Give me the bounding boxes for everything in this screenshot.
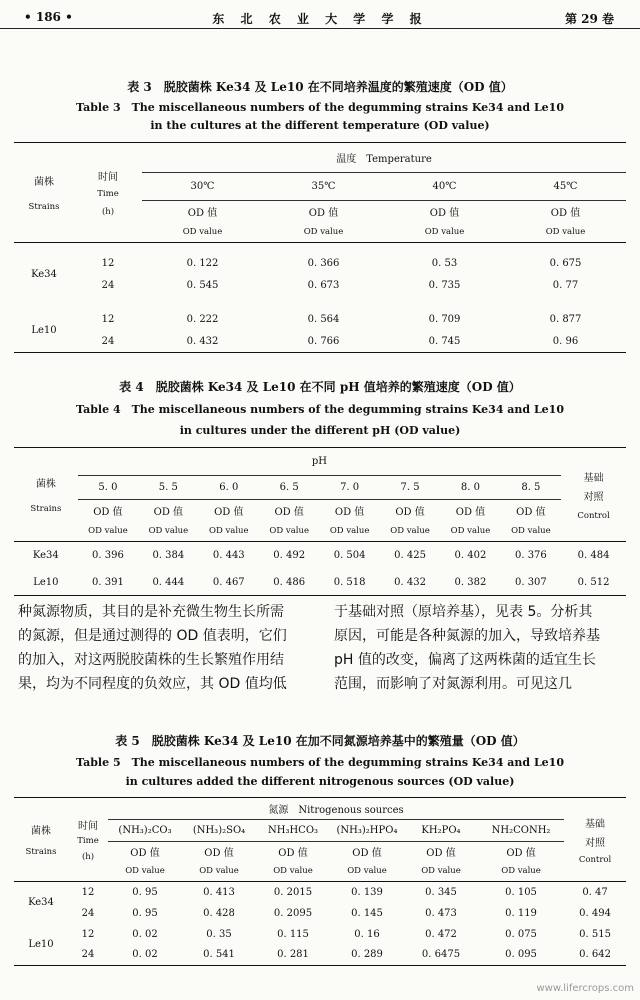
table4-ph-2: 6. 0	[199, 476, 259, 500]
table4-title-zh: 表 4 脱胶菌株 Ke34 及 Le10 在不同 pH 值培养的繁殖速度（OD 值）	[119, 380, 521, 394]
table4-od-zh: OD 值	[516, 507, 546, 519]
table4-cell: 0. 443	[212, 550, 245, 562]
table3-cell: 0. 673	[307, 280, 340, 291]
table3-cell: 0. 432	[142, 331, 263, 353]
table4-ph-6: 8. 0	[440, 476, 500, 500]
table5-nitrogen-header: 氮源 Nitrogenous sources	[108, 798, 564, 820]
table3-temp-1: 35℃	[263, 173, 384, 201]
table3-strain-header: 菌株 Strains	[14, 143, 74, 243]
table4-od-en: OD value	[501, 522, 561, 542]
table-row	[14, 882, 626, 903]
table3-cell: 0. 222	[186, 314, 219, 325]
table4-ph-header: pH	[78, 448, 561, 476]
table3-od-en: OD value	[263, 223, 384, 243]
table5-time-cell: 12	[81, 928, 95, 940]
table-row	[14, 309, 626, 331]
table5-od-en: OD value	[108, 862, 182, 882]
table3-cell: 0. 77	[552, 280, 579, 291]
table5-time-cell: 24	[68, 945, 108, 966]
table4-strain-cell: Le10	[14, 570, 78, 596]
table5-cell: 0. 105	[505, 886, 537, 898]
table5-od-zh: OD 值	[130, 848, 160, 860]
table4-control-header: 基础 对照 Control	[561, 448, 626, 542]
table3-temp-2: 40℃	[384, 173, 505, 201]
table3-strain-cell: Ke34	[31, 269, 57, 280]
table3-cell: 0. 53	[431, 258, 458, 269]
table4-cell: 0. 425	[394, 550, 426, 562]
table4-title-en-1: Table 4 The miscellaneous numbers of the degumming strains Ke34 and Le10	[75, 403, 564, 416]
table3-time-cell: 24	[101, 280, 115, 291]
table5-source-1: (NH₃)₂SO₄	[182, 820, 256, 842]
table3-strain-cell: Le10	[14, 309, 74, 353]
body-text-right	[334, 600, 600, 696]
table4-od-en: OD value	[138, 522, 198, 542]
table3-time-cell: 12	[101, 314, 115, 325]
table-row	[14, 570, 626, 596]
table4-od-en: OD value	[259, 522, 319, 542]
table5-cell: 0. 515	[579, 928, 611, 940]
table4-od-zh: OD 值	[274, 507, 304, 519]
table5-cell: 0. 541	[182, 945, 256, 966]
body-text-left	[18, 600, 287, 696]
table5-cell: 0. 095	[478, 945, 564, 966]
table4-od-zh: OD 值	[214, 507, 244, 519]
table5-source-2: NH₃HCO₃	[256, 820, 330, 842]
table5-time-cell: 24	[81, 907, 95, 919]
table3-cell: 0. 709	[428, 314, 461, 325]
table4-cell: 0. 432	[380, 570, 440, 596]
table3-cell: 0. 564	[307, 314, 340, 325]
table3-od-en: OD value	[142, 223, 263, 243]
table4-cell: 0. 512	[561, 570, 626, 596]
table5-od-zh: OD 值	[204, 848, 234, 860]
table3-od-en: OD value	[384, 223, 505, 243]
body-line: 的加入，对这两脱胶菌株的生长繁殖作用结	[18, 652, 284, 668]
body-line: 种氮源物质，其目的是补充微生物生长所需	[18, 604, 284, 620]
table5-od-en: OD value	[404, 862, 478, 882]
table5-cell: 0. 281	[256, 945, 330, 966]
table5-title-en-1: Table 5 The miscellaneous numbers of the degumming strains Ke34 and Le10	[75, 756, 564, 769]
table5-cell: 0. 6475	[404, 945, 478, 966]
table3-cell: 0. 877	[549, 314, 582, 325]
body-line: 范围，而影响了对氮源利用。可见这几	[334, 676, 572, 692]
table3-title-en-2: in the cultures at the different temperature (OD value)	[150, 119, 490, 132]
table5-cell: 0. 494	[579, 907, 611, 919]
table4-strain-cell: Ke34	[32, 550, 59, 562]
table5	[14, 797, 626, 966]
table3-cell: 0. 675	[549, 258, 582, 269]
table3-temperature-header: 温度 Temperature	[142, 143, 626, 173]
table-row	[14, 275, 626, 297]
table4-strain-header: 菌株 Strains	[14, 448, 78, 542]
table5-strain-header: 菌株 Strains	[14, 798, 68, 882]
table4-cell: 0. 486	[259, 570, 319, 596]
table5-cell: 0. 119	[505, 907, 537, 919]
table4-od-en: OD value	[319, 522, 379, 542]
table4-cell: 0. 504	[333, 550, 366, 562]
table4-ph-0: 5. 0	[78, 476, 138, 500]
table3-cell: 0. 545	[186, 280, 219, 291]
table3-title-en-1: Table 3 The miscellaneous numbers of the degumming strains Ke34 and Le10	[75, 101, 564, 114]
table5-cell: 0. 47	[582, 886, 608, 898]
table3-od-zh: OD 值	[429, 208, 460, 220]
table5-source-3: (NH₃)₂HPO₄	[330, 820, 404, 842]
body-line: 的氮源，但是通过测得的 OD 值表明，它们	[18, 628, 287, 644]
table5-cell: 0. 289	[330, 945, 404, 966]
table5-od-zh: OD 值	[506, 848, 536, 860]
table5-cell: 0. 35	[206, 928, 232, 940]
table3-temp-0: 30℃	[142, 173, 263, 201]
table5-cell: 0. 473	[425, 907, 457, 919]
table5-cell: 0. 16	[354, 928, 380, 940]
table3-od-zh: OD 值	[187, 208, 218, 220]
table5-cell: 0. 139	[351, 886, 383, 898]
table5-title-en-2: in cultures added the different nitrogenous sources (OD value)	[125, 775, 515, 788]
table5-cell: 0. 02	[132, 928, 158, 940]
table5-od-en: OD value	[256, 862, 330, 882]
table3-cell: 0. 766	[263, 331, 384, 353]
table5-strain-cell: Ke34	[28, 897, 54, 909]
table-row	[14, 945, 626, 966]
table4-cell: 0. 492	[273, 550, 306, 562]
table3-od-en: OD value	[505, 223, 626, 243]
table5-source-4: KH₂PO₄	[404, 820, 478, 842]
table4-cell: 0. 518	[319, 570, 379, 596]
table3-cell: 0. 122	[186, 258, 219, 269]
table4-od-en: OD value	[78, 522, 138, 542]
page-header	[0, 6, 640, 29]
table5-od-en: OD value	[182, 862, 256, 882]
table5-od-zh: OD 值	[352, 848, 382, 860]
journal-title: 东 北 农 业 大 学 学 报	[212, 12, 428, 26]
table3-cell: 0. 735	[428, 280, 461, 291]
table4-cell: 0. 467	[199, 570, 259, 596]
table5-cell: 0. 95	[132, 907, 158, 919]
table4-od-en: OD value	[199, 522, 259, 542]
table4-cell: 0. 484	[577, 550, 610, 562]
table-row	[14, 331, 626, 353]
table5-cell: 0. 95	[132, 886, 158, 898]
table5-cell: 0. 2095	[273, 907, 313, 919]
body-line: pH 值的改变，偏离了这两株菌的适宜生长	[334, 652, 596, 668]
table4-cell: 0. 307	[501, 570, 561, 596]
table4-od-zh: OD 值	[334, 507, 365, 519]
table4-od-zh: OD 值	[395, 507, 425, 519]
table4-ph-5: 7. 5	[380, 476, 440, 500]
table5-cell: 0. 02	[108, 945, 182, 966]
table5-od-en: OD value	[478, 862, 564, 882]
table5-strain-cell: Le10	[14, 924, 68, 966]
table4-cell: 0. 396	[92, 550, 124, 562]
volume-label: 第 29 卷	[564, 12, 614, 26]
table4-cell: 0. 384	[152, 550, 185, 562]
table5-cell: 0. 472	[425, 928, 457, 940]
table5-source-0: (NH₃)₂CO₃	[108, 820, 182, 842]
table5-cell: 0. 145	[351, 907, 383, 919]
table3-time-cell: 24	[74, 331, 142, 353]
table4-od-zh: OD 值	[153, 507, 184, 519]
table4-od-en: OD value	[380, 522, 440, 542]
table-row	[14, 542, 626, 570]
table3-cell: 0. 96	[505, 331, 626, 353]
table3-cell: 0. 745	[384, 331, 505, 353]
table4-cell: 0. 376	[514, 550, 547, 562]
table4-ph-3: 6. 5	[259, 476, 319, 500]
table5-time-cell: 12	[81, 886, 95, 898]
table4-cell: 0. 444	[138, 570, 198, 596]
table5-cell: 0. 345	[425, 886, 457, 898]
page-number: • 186 •	[24, 10, 73, 24]
body-line: 于基础对照（原培养基），见表 5。分析其	[334, 604, 593, 620]
table5-cell: 0. 642	[564, 945, 626, 966]
table3	[14, 142, 626, 353]
table5-cell: 0. 115	[277, 928, 309, 940]
table5-title-zh: 表 5 脱胶菌株 Ke34 及 Le10 在加不同氮源培养基中的繁殖量（OD 值）	[115, 734, 525, 748]
watermark: www.lifercrops.com	[536, 983, 634, 994]
table4-cell: 0. 382	[440, 570, 500, 596]
table3-time-cell: 12	[101, 258, 115, 269]
table5-od-en: OD value	[330, 862, 404, 882]
body-line: 原因，可能是各种氮源的加入，导致培养基	[334, 628, 600, 644]
table5-cell: 0. 428	[203, 907, 235, 919]
table4-od-en: OD value	[440, 522, 500, 542]
table-row	[14, 903, 626, 924]
table3-cell: 0. 366	[307, 258, 340, 269]
table-row	[14, 253, 626, 275]
table4	[14, 447, 626, 596]
table3-od-zh: OD 值	[308, 208, 339, 220]
table4-od-zh: OD 值	[455, 507, 486, 519]
table3-title-zh: 表 3 脱胶菌株 Ke34 及 Le10 在不同培养温度的繁殖速度（OD 值）	[127, 80, 513, 94]
table4-ph-1: 5. 5	[138, 476, 198, 500]
table-row	[14, 924, 626, 945]
table5-cell: 0. 075	[505, 928, 537, 940]
table5-od-zh: OD 值	[278, 848, 308, 860]
table5-od-zh: OD 值	[426, 848, 456, 860]
table5-cell: 0. 413	[203, 886, 235, 898]
table3-od-zh: OD 值	[550, 208, 581, 220]
table5-source-5: NH₂CONH₂	[478, 820, 564, 842]
table5-control-header: 基础 对照 Control	[564, 798, 626, 882]
table4-ph-7: 8. 5	[501, 476, 561, 500]
table4-cell: 0. 391	[78, 570, 138, 596]
table4-cell: 0. 402	[454, 550, 487, 562]
table5-cell: 0. 2015	[273, 886, 313, 898]
body-line: 果，均为不同程度的负效应，其 OD 值均低	[18, 676, 287, 692]
table4-ph-4: 7. 0	[319, 476, 379, 500]
table3-temp-3: 45℃	[505, 173, 626, 201]
table4-od-zh: OD 值	[93, 507, 123, 519]
table5-time-header: 时间 Time (h)	[68, 798, 108, 882]
table4-title-en-2: in cultures under the different pH (OD value)	[179, 424, 461, 437]
table3-time-header: 时间 Time (h)	[74, 143, 142, 243]
